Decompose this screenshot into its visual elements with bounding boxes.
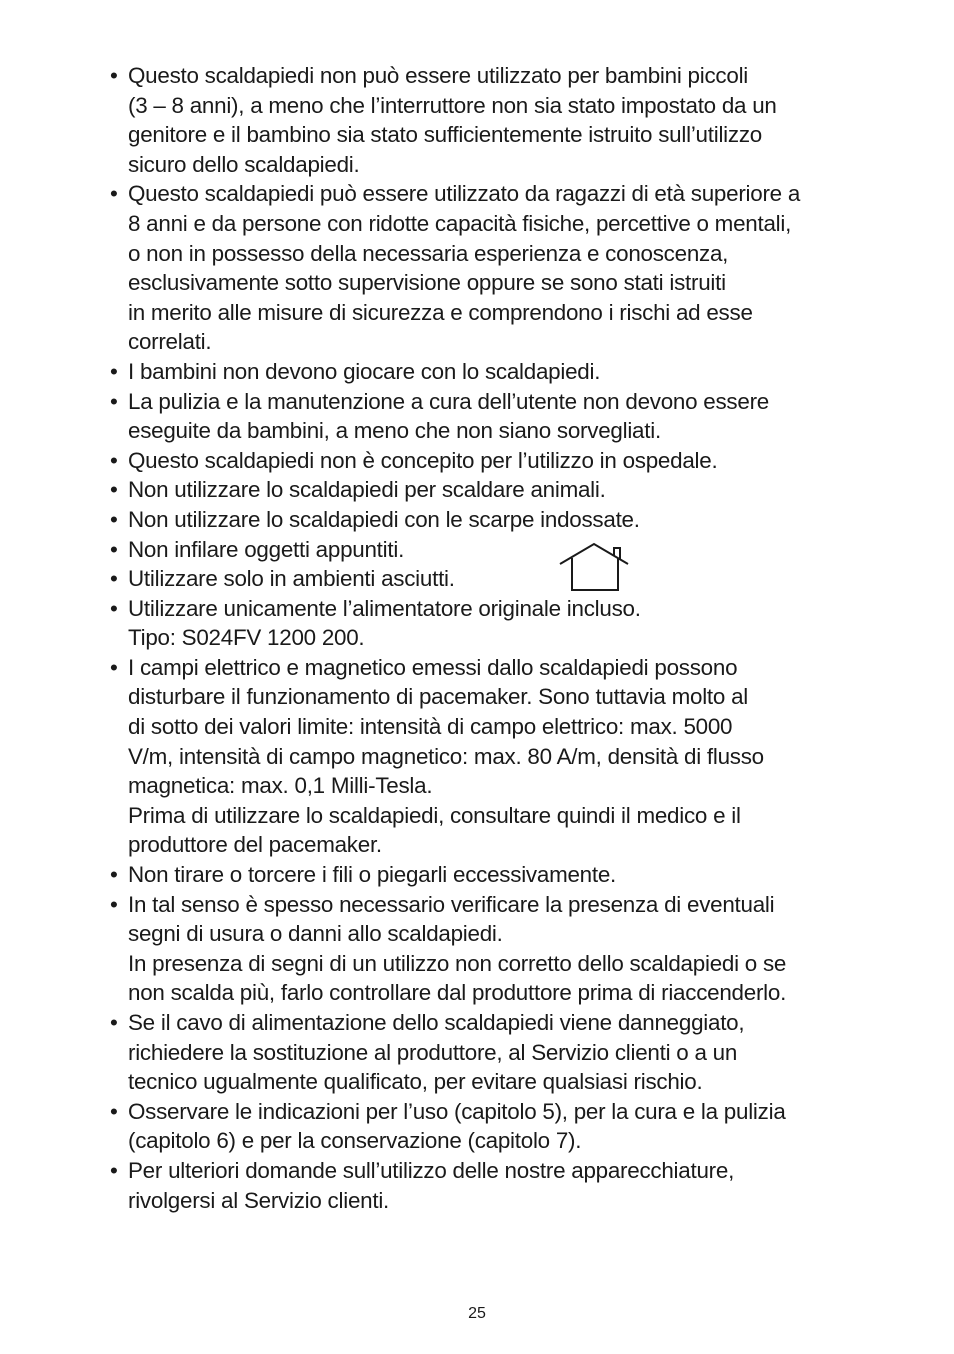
- list-item: [110, 387, 900, 446]
- list-item: [110, 890, 900, 1008]
- list-item: [110, 653, 900, 860]
- list-item-text: La pulizia e la manutenzione a cura dell’utente non devono essere eseguite da bambini, a meno che non siano sorvegliati.: [128, 388, 769, 444]
- bullet-icon: •: [110, 477, 118, 503]
- house-icon: [558, 542, 632, 592]
- list-item: [110, 535, 900, 565]
- bullet-icon: •: [110, 1157, 118, 1183]
- list-item: [110, 505, 900, 535]
- bullet-icon: •: [110, 566, 118, 592]
- list-item: [110, 179, 900, 357]
- list-item: [110, 475, 900, 505]
- list-item-text: Osservare le indicazioni per l’uso (capitolo 5), per la cura e la pulizia (capitolo 6) e per la conservazione (capitolo 7).: [128, 1098, 786, 1154]
- list-item: [110, 357, 900, 387]
- bullet-icon: •: [110, 654, 118, 680]
- list-item: [110, 1008, 900, 1097]
- bullet-list: [110, 61, 900, 1215]
- list-item-text: Questo scaldapiedi può essere utilizzato da ragazzi di età superiore a 8 anni e da persone con ridotte capacità fisiche, percettive o mentali, o non in possesso della necessaria esperienza e conoscenza, esclusivamente sotto supervisione oppure se sono stati istruiti in merito alle misure di sicurezza e comprendono i rischi ad esse correlati.: [128, 181, 801, 355]
- list-item: [110, 1097, 900, 1156]
- bullet-icon: •: [110, 358, 118, 384]
- list-item: [110, 564, 900, 594]
- page-number: 25: [468, 1305, 486, 1322]
- list-item-text: Non utilizzare lo scaldapiedi con le scarpe indossate.: [128, 506, 640, 532]
- list-item-text: Questo scaldapiedi non è concepito per l’utilizzo in ospedale.: [128, 447, 718, 473]
- list-item-text: Non utilizzare lo scaldapiedi per scaldare animali.: [128, 477, 606, 503]
- bullet-icon: •: [110, 595, 118, 621]
- list-item-text: Non tirare o torcere i fili o piegarli eccessivamente.: [128, 862, 617, 888]
- list-item: [110, 594, 900, 653]
- list-item-text: Questo scaldapiedi non può essere utilizzato per bambini piccoli (3 – 8 anni), a meno che l’interruttore non sia stato impostato da un genitore e il bambino sia stato sufficientemente istruito sull’utilizzo sicuro dello scaldapiedi.: [128, 63, 777, 177]
- list-item-text: I campi elettrico e magnetico emessi dallo scaldapiedi possono disturbare il funzionamento di pacemaker. Sono tuttavia molto al di sotto dei valori limite: intensità di campo elettrico: max. 5000 V/m, intensità di campo magnetico: max. 80 A/m, densità di flusso magnetica: max. 0,1 Milli-Tesla. Prima di utilizzare lo scaldapiedi, consultare quindi il medico e il produttore del pacemaker.: [128, 654, 764, 858]
- bullet-icon: •: [110, 506, 118, 532]
- list-item-text: In tal senso è spesso necessario verificare la presenza di eventuali segni di usura o danni allo scaldapiedi. In presenza di segni di un utilizzo non corretto dello scaldapiedi o se non scalda più, farlo controllare dal produttore prima di riaccenderlo.: [128, 891, 787, 1006]
- list-item-text: Utilizzare unicamente l’alimentatore originale incluso. Tipo: S024FV 1200 200.: [128, 595, 641, 651]
- bullet-icon: •: [110, 536, 118, 562]
- list-item: [110, 860, 900, 890]
- safety-instructions: [110, 61, 900, 1215]
- bullet-icon: •: [110, 891, 118, 917]
- bullet-icon: •: [110, 862, 118, 888]
- list-item: [110, 446, 900, 476]
- bullet-icon: •: [110, 447, 118, 473]
- list-item-text: Se il cavo di alimentazione dello scaldapiedi viene danneggiato, richiedere la sostituzione al produttore, al Servizio clienti o a un tecnico ugualmente qualificato, per evitare qualsiasi rischio.: [128, 1010, 745, 1095]
- bullet-icon: •: [110, 1010, 118, 1035]
- list-item-text: Per ulteriori domande sull’utilizzo delle nostre apparecchiature, rivolgersi al Servizio clienti.: [128, 1157, 735, 1213]
- bullet-icon: •: [110, 388, 118, 414]
- list-item-text: Utilizzare solo in ambienti asciutti.: [128, 566, 455, 592]
- list-item: [110, 1156, 900, 1215]
- bullet-icon: •: [110, 1098, 118, 1124]
- list-item-text: Non infilare oggetti appuntiti.: [128, 536, 405, 562]
- bullet-icon: •: [110, 181, 118, 207]
- list-item: [110, 61, 900, 179]
- bullet-icon: •: [110, 63, 118, 88]
- list-item-text: I bambini non devono giocare con lo scaldapiedi.: [128, 358, 601, 384]
